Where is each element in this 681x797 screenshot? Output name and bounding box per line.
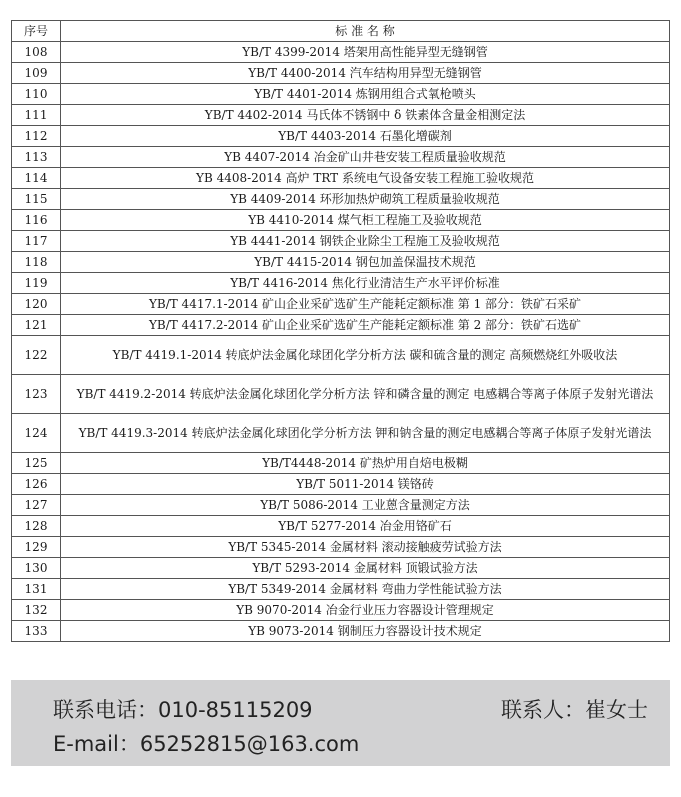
- row-index: 124: [12, 414, 61, 453]
- row-standard-name: YB/T 4415-2014 钢包加盖保温技术规范: [61, 252, 670, 273]
- table-row: [12, 231, 670, 252]
- table-row: [12, 210, 670, 231]
- row-index: 120: [12, 294, 61, 315]
- row-standard-name: YB/T 4403-2014 石墨化增碳剂: [61, 126, 670, 147]
- row-index: 113: [12, 147, 61, 168]
- table-header-row: [12, 21, 670, 42]
- row-index: 128: [12, 516, 61, 537]
- row-standard-name: YB/T 5277-2014 冶金用铬矿石: [61, 516, 670, 537]
- row-standard-name: YB/T 4401-2014 炼钢用组合式氧枪喷头: [61, 84, 670, 105]
- table-row: [12, 42, 670, 63]
- table-row: [12, 126, 670, 147]
- row-index: 111: [12, 105, 61, 126]
- row-index: 119: [12, 273, 61, 294]
- row-standard-name: YB/T 4417.2-2014 矿山企业采矿选矿生产能耗定额标准 第 2 部分：铁矿石选矿: [61, 315, 670, 336]
- row-index: 127: [12, 495, 61, 516]
- table-row: [12, 537, 670, 558]
- contact-email: E-mail：65252815@163.com: [53, 732, 360, 756]
- row-index: 114: [12, 168, 61, 189]
- row-index: 109: [12, 63, 61, 84]
- row-standard-name: YB/T 4400-2014 汽车结构用异型无缝钢管: [61, 63, 670, 84]
- row-index: 126: [12, 474, 61, 495]
- row-standard-name: YB 4407-2014 冶金矿山井巷安装工程质量验收规范: [61, 147, 670, 168]
- row-index: 121: [12, 315, 61, 336]
- row-index: 117: [12, 231, 61, 252]
- table-row: [12, 315, 670, 336]
- row-standard-name: YB 9070-2014 冶金行业压力容器设计管理规定: [61, 600, 670, 621]
- table-row: [12, 105, 670, 126]
- table-row: [12, 453, 670, 474]
- row-index: 125: [12, 453, 61, 474]
- row-standard-name: YB 4408-2014 高炉 TRT 系统电气设备安装工程施工验收规范: [61, 168, 670, 189]
- row-standard-name: YB 4441-2014 钢铁企业除尘工程施工及验收规范: [61, 231, 670, 252]
- table-row: [12, 600, 670, 621]
- table-row: [12, 147, 670, 168]
- row-index: 129: [12, 537, 61, 558]
- row-index: 108: [12, 42, 61, 63]
- table-row: [12, 474, 670, 495]
- row-index: 112: [12, 126, 61, 147]
- row-standard-name: YB 4409-2014 环形加热炉砌筑工程质量验收规范: [61, 189, 670, 210]
- row-standard-name: YB/T 5293-2014 金属材料 顶锻试验方法: [61, 558, 670, 579]
- row-standard-name: YB/T 4399-2014 塔架用高性能异型无缝钢管: [61, 42, 670, 63]
- contact-person: 联系人：崔女士: [501, 698, 648, 722]
- table-row: [12, 294, 670, 315]
- header-index: 序号: [12, 21, 61, 42]
- table-row: [12, 336, 670, 375]
- row-index: 122: [12, 336, 61, 375]
- row-standard-name: YB 4410-2014 煤气柜工程施工及验收规范: [61, 210, 670, 231]
- row-standard-name: YB/T 5345-2014 金属材料 滚动接触疲劳试验方法: [61, 537, 670, 558]
- table-row: [12, 168, 670, 189]
- header-standard-name: 标 准 名 称: [61, 21, 670, 42]
- table-row: [12, 621, 670, 642]
- table-row: [12, 375, 670, 414]
- table-body: [12, 42, 670, 642]
- table-row: [12, 414, 670, 453]
- table-row: [12, 273, 670, 294]
- row-standard-name: YB/T4448-2014 矿热炉用自焙电极糊: [61, 453, 670, 474]
- row-standard-name: YB/T 4419.2-2014 转底炉法金属化球团化学分析方法 锌和磷含量的测定 电感耦合等离子体原子发射光谱法: [61, 375, 670, 414]
- row-standard-name: YB/T 4416-2014 焦化行业清洁生产水平评价标准: [61, 273, 670, 294]
- row-standard-name: YB/T 4419.3-2014 转底炉法金属化球团化学分析方法 钾和钠含量的测定电感耦合等离子体原子发射光谱法: [61, 414, 670, 453]
- table-row: [12, 495, 670, 516]
- row-index: 131: [12, 579, 61, 600]
- table-row: [12, 84, 670, 105]
- row-index: 116: [12, 210, 61, 231]
- row-index: 130: [12, 558, 61, 579]
- table-row: [12, 579, 670, 600]
- table-row: [12, 252, 670, 273]
- table-row: [12, 516, 670, 537]
- row-standard-name: YB/T 4402-2014 马氏体不锈钢中 δ 铁素体含量金相测定法: [61, 105, 670, 126]
- row-standard-name: YB/T 4417.1-2014 矿山企业采矿选矿生产能耗定额标准 第 1 部分：铁矿石采矿: [61, 294, 670, 315]
- table-row: [12, 189, 670, 210]
- standards-table: [11, 20, 670, 642]
- row-standard-name: YB 9073-2014 钢制压力容器设计技术规定: [61, 621, 670, 642]
- row-standard-name: YB/T 5349-2014 金属材料 弯曲力学性能试验方法: [61, 579, 670, 600]
- table-row: [12, 558, 670, 579]
- row-index: 123: [12, 375, 61, 414]
- table-row: [12, 63, 670, 84]
- row-standard-name: YB/T 5011-2014 镁铬砖: [61, 474, 670, 495]
- row-index: 118: [12, 252, 61, 273]
- contact-phone: 联系电话：010-85115209: [53, 698, 313, 722]
- row-index: 132: [12, 600, 61, 621]
- row-index: 133: [12, 621, 61, 642]
- contact-banner: [11, 680, 670, 766]
- row-standard-name: YB/T 4419.1-2014 转底炉法金属化球团化学分析方法 碳和硫含量的测定 高频燃烧红外吸收法: [61, 336, 670, 375]
- row-index: 110: [12, 84, 61, 105]
- row-index: 115: [12, 189, 61, 210]
- row-standard-name: YB/T 5086-2014 工业蒽含量测定方法: [61, 495, 670, 516]
